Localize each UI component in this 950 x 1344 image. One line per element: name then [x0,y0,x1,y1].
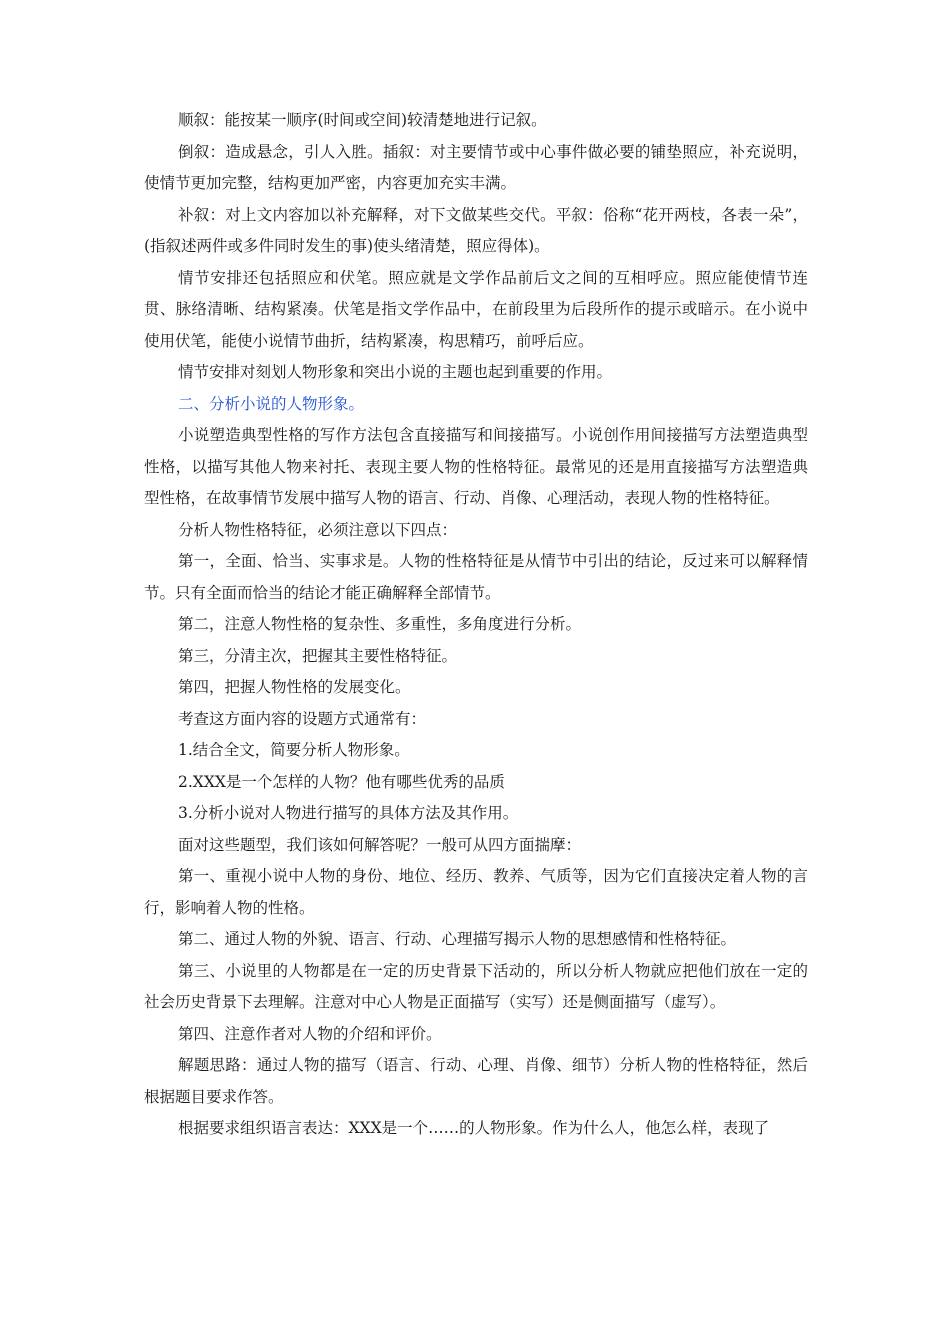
paragraph-answer-2: 第二、通过人物的外貌、语言、行动、心理描写揭示人物的思想感情和性格特征。 [178,930,737,948]
section-heading-character: 二、分析小说的人物形象。 [178,394,365,413]
paragraph-shunxu: 顺叙：能按某一顺序(时间或空间)较清楚地进行记叙。 [178,111,547,129]
paragraph-answer-intro: 面对这些题型，我们该如何解答呢？一般可从四方面揣摩： [178,835,582,854]
paragraph-point-1: 第一，全面、恰当、实事求是。人物的性格特征是从情节中引出的结论，反过来可以解释情节。只有全面而恰当的结论才能正确解释全部情节。 [144,552,808,602]
list-item-question-3: 3.分析小说对人物进行描写的具体方法及其作用。 [178,804,519,822]
paragraph-point-3: 第三，分清主次，把握其主要性格特征。 [178,646,458,665]
list-item-question-1: 1.结合全文，简要分析人物形象。 [178,741,410,759]
list-item-question-2: 2.XXX是一个怎样的人物？他有哪些优秀的品质 [178,772,505,791]
paragraph-daoxu-chaxu: 倒叙：造成悬念，引人入胜。插叙：对主要情节或中心事件做必要的铺垫照应，补充说明，使情节更加完整，结构更加严密，内容更加充实丰满。 [144,142,808,192]
paragraph-buxu-pingxu: 补叙：对上文内容加以补充解释，对下文做某些交代。平叙：俗称“花开两枝，各表一朵”，(指叙述两件或多件同时发生的事)使头绪清楚，照应得体)。 [144,205,808,255]
paragraph-answer-template: 根据要求组织语言表达：XXX是一个……的人物形象。作为什么人，他怎么样，表现了 [178,1119,770,1137]
paragraph-answer-4: 第四、注意作者对人物的介绍和评价。 [178,1024,442,1043]
paragraph-solution-approach: 解题思路：通过人物的描写（语言、行动、心理、肖像、细节）分析人物的性格特征，然后根据题目要求作答。 [144,1056,808,1106]
paragraph-point-4: 第四，把握人物性格的发展变化。 [178,678,411,696]
paragraph-point-2: 第二，注意人物性格的复杂性、多重性，多角度进行分析。 [178,615,582,633]
document-page [144,105,808,1145]
paragraph-answer-3: 第三、小说里的人物都是在一定的历史背景下活动的，所以分析人物就应把他们放在一定的社会历史背景下去理解。注意对中心人物是正面描写（实写）还是侧面描写（虚写）。 [144,961,808,1011]
paragraph-question-types-intro: 考查这方面内容的设题方式通常有： [178,709,427,728]
paragraph-answer-1: 第一、重视小说中人物的身份、地位、经历、教养、气质等，因为它们直接决定着人物的言行，影响着人物的性格。 [144,867,808,917]
paragraph-four-points-intro: 分析人物性格特征，必须注意以下四点： [178,520,458,539]
paragraph-zhaoying-fubi: 情节安排还包括照应和伏笔。照应就是文学作品前后文之间的互相呼应。照应能使情节连贯、脉络清晰、结构紧凑。伏笔是指文学作品中，在前段里为后段所作的提示或暗示。在小说中使用伏笔，能使小说情节曲折，结构紧凑，构思精巧，前呼后应。 [144,268,808,350]
paragraph-description-methods: 小说塑造典型性格的写作方法包含直接描写和间接描写。小说创作用间接描写方法塑造典型性格，以描写其他人物来衬托、表现主要人物的性格特征。最常见的还是用直接描写方法塑造典型性格，在故事情节发展中描写人物的语言、行动、肖像、心理活动，表现人物的性格特征。 [144,426,808,507]
paragraph-plot-role: 情节安排对刻划人物形象和突出小说的主题也起到重要的作用。 [178,363,613,381]
